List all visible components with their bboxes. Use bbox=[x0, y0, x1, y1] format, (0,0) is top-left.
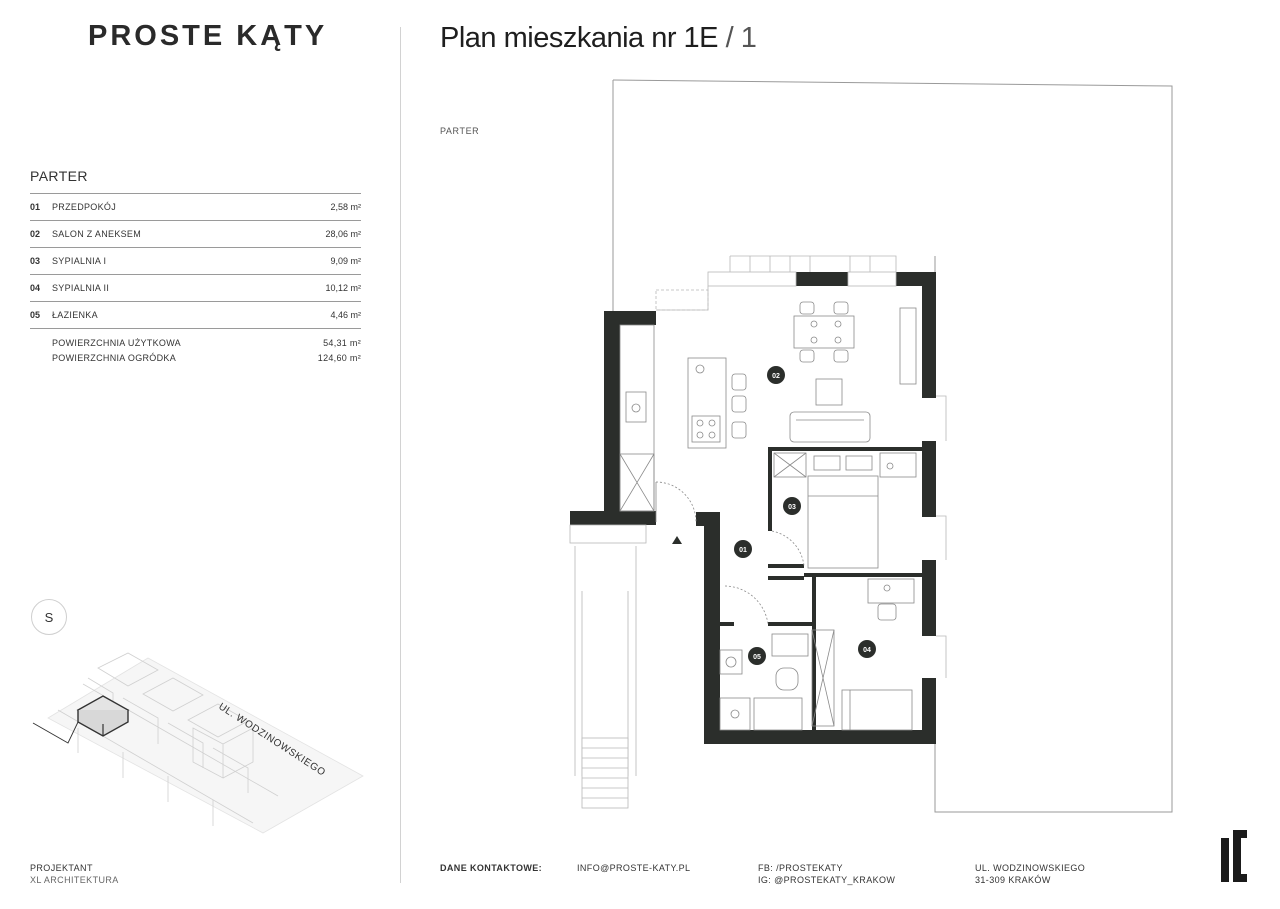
table-row bbox=[30, 275, 361, 302]
room-name: PRZEDPOKÓJ bbox=[52, 202, 117, 212]
room-number: 03 bbox=[30, 256, 41, 266]
section-heading: PARTER bbox=[30, 168, 88, 184]
total-value: 54,31 m² bbox=[323, 338, 361, 348]
table-row bbox=[30, 221, 361, 248]
room-number: 04 bbox=[30, 283, 41, 293]
room-number: 02 bbox=[30, 229, 41, 239]
address-street: UL. WODZINOWSKIEGO bbox=[975, 863, 1086, 873]
footer-designer bbox=[30, 862, 119, 886]
entrance-arrow-icon bbox=[672, 536, 682, 544]
footer-contact-label bbox=[440, 862, 542, 874]
floor-plan-drawing bbox=[560, 76, 1180, 821]
total-row bbox=[52, 353, 361, 368]
table-row bbox=[30, 248, 361, 275]
total-label: POWIERZCHNIA OGRÓDKA bbox=[52, 353, 177, 363]
room-name: SYPIALNIA I bbox=[52, 256, 107, 266]
room-marker-label: 02 bbox=[772, 373, 780, 380]
brand-logo-text: PROSTE KĄTY bbox=[88, 20, 328, 52]
plan-title-floor: 1 bbox=[740, 22, 757, 54]
room-name: SALON Z ANEKSEM bbox=[52, 229, 142, 239]
floor-label: PARTER bbox=[440, 126, 480, 136]
footer-address bbox=[975, 862, 1085, 886]
room-area: 10,12 m² bbox=[325, 283, 361, 293]
room-area: 4,46 m² bbox=[330, 310, 361, 320]
total-row bbox=[52, 338, 361, 353]
facebook-link[interactable]: FB: /PROSTEKATY bbox=[758, 863, 843, 873]
room-name: SYPIALNIA II bbox=[52, 283, 110, 293]
room-area: 28,06 m² bbox=[325, 229, 361, 239]
designer-label: PROJEKTANT bbox=[30, 863, 93, 873]
street-label: UL. WODZINOWSKIEGO bbox=[216, 701, 328, 779]
table-row bbox=[30, 194, 361, 221]
brand-mark-icon bbox=[1219, 828, 1249, 884]
page-title bbox=[440, 22, 756, 55]
room-marker-label: 04 bbox=[863, 647, 871, 654]
site-axonometric-diagram bbox=[28, 648, 373, 838]
room-area: 9,09 m² bbox=[330, 256, 361, 266]
total-label: POWIERZCHNIA UŻYTKOWA bbox=[52, 338, 181, 348]
room-name: ŁAZIENKA bbox=[52, 310, 98, 320]
instagram-link[interactable]: IG: @PROSTEKATY_KRAKOW bbox=[758, 875, 896, 885]
vertical-divider bbox=[400, 27, 401, 883]
room-table bbox=[30, 193, 361, 329]
room-marker-label: 01 bbox=[739, 547, 747, 554]
contact-label: DANE KONTAKTOWE: bbox=[440, 863, 543, 873]
area-totals bbox=[52, 338, 361, 368]
designer-name: XL ARCHITEKTURA bbox=[30, 875, 119, 885]
plan-title-slash: / bbox=[725, 22, 734, 54]
compass-icon: S bbox=[31, 599, 67, 635]
total-value: 124,60 m² bbox=[317, 353, 361, 363]
room-marker-label: 03 bbox=[788, 504, 796, 511]
room-number: 05 bbox=[30, 310, 41, 320]
room-marker-label: 05 bbox=[753, 654, 761, 661]
footer-social bbox=[758, 862, 895, 886]
address-city: 31-309 KRAKÓW bbox=[975, 875, 1051, 885]
room-area: 2,58 m² bbox=[330, 202, 361, 212]
room-number: 01 bbox=[30, 202, 41, 212]
footer-email bbox=[577, 862, 690, 874]
plan-title-main: Plan mieszkania nr 1E bbox=[440, 22, 719, 54]
table-row bbox=[30, 302, 361, 329]
email-link[interactable]: INFO@PROSTE-KATY.PL bbox=[577, 863, 691, 873]
